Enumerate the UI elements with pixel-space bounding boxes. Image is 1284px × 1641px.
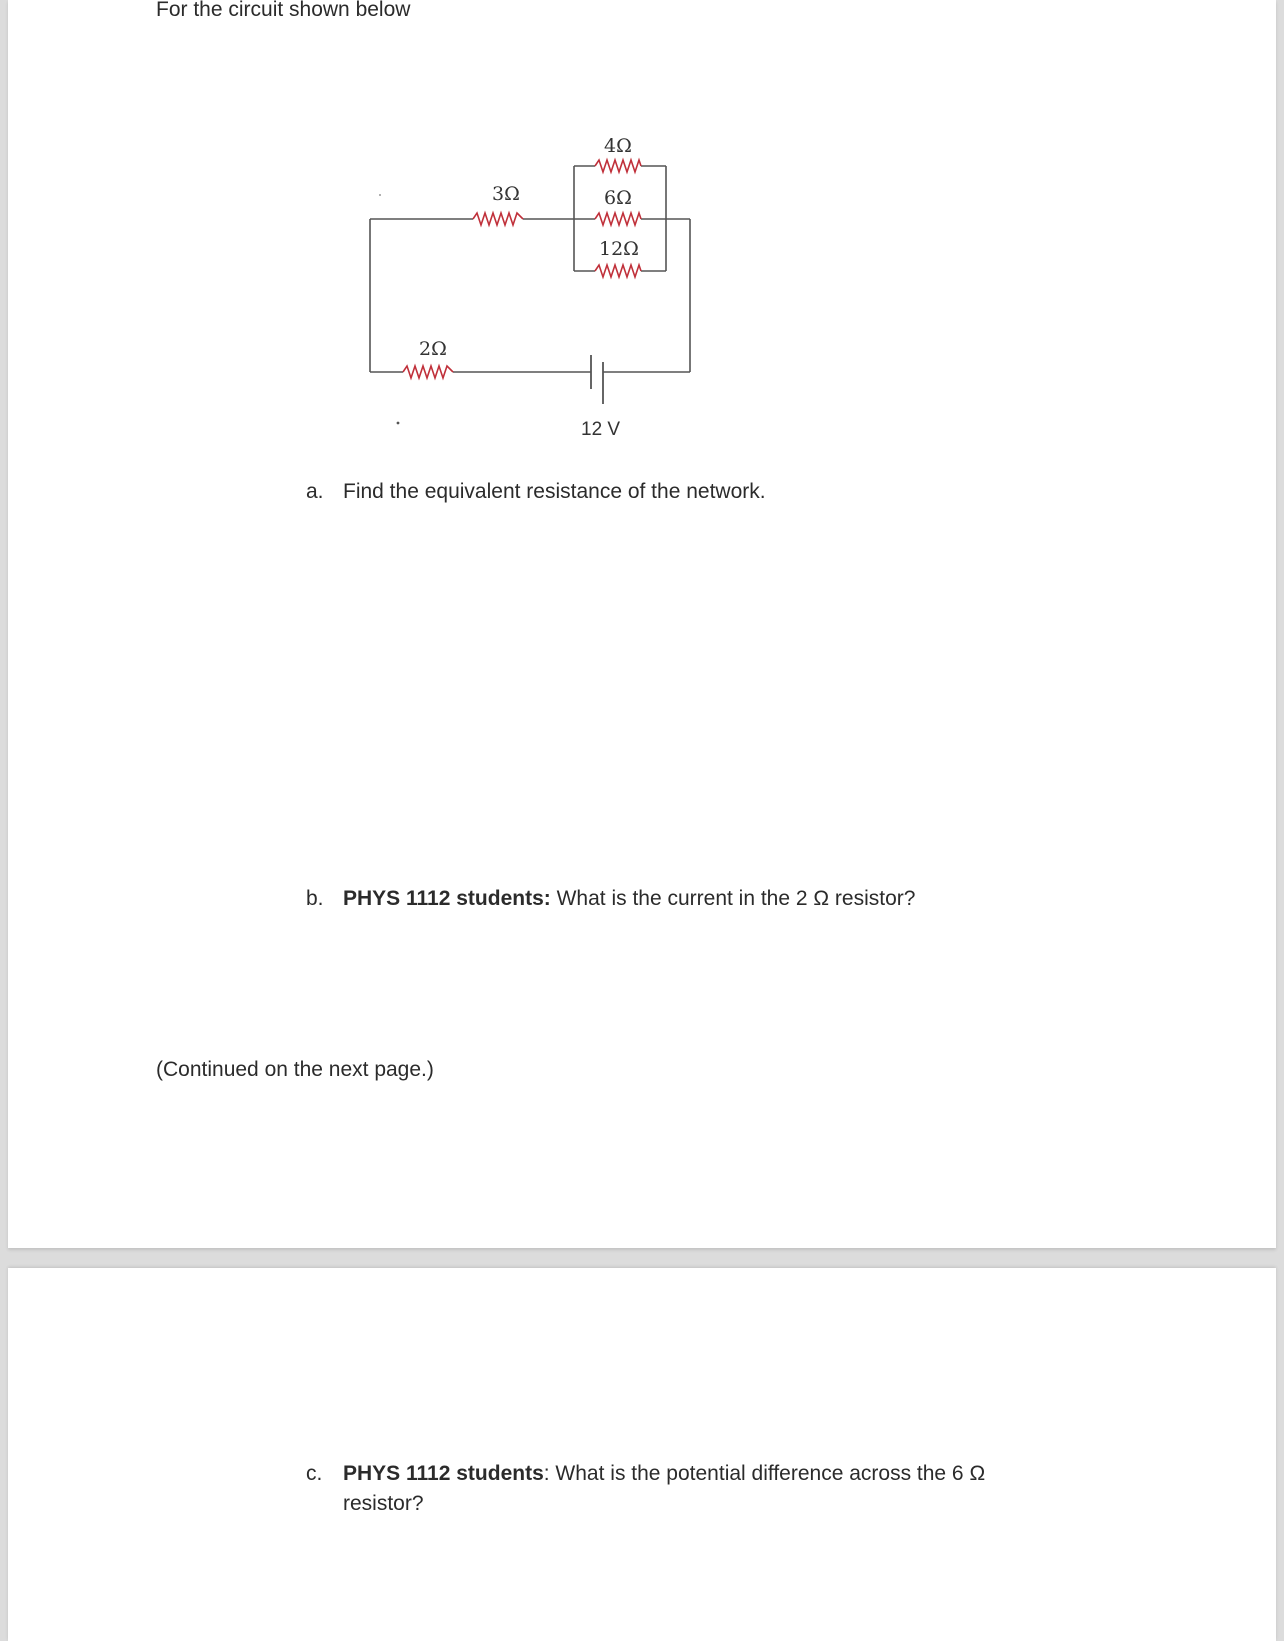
question-c-bold: PHYS 1112 students	[343, 1462, 544, 1485]
question-c	[306, 1459, 1066, 1519]
question-a-letter: a.	[306, 480, 324, 503]
question-c-letter: c.	[306, 1462, 323, 1485]
resistor-4ohm	[595, 160, 641, 172]
stray-dot-top	[379, 194, 381, 196]
label-3ohm: 3Ω	[492, 183, 520, 205]
stray-dot	[397, 422, 400, 425]
page-2	[8, 1268, 1276, 1641]
resistor-6ohm	[595, 213, 641, 225]
label-12ohm: 12Ω	[599, 238, 639, 260]
resistor-12ohm	[595, 265, 641, 277]
intro-text: For the circuit shown below	[156, 0, 411, 21]
page-1	[8, 0, 1276, 1248]
question-b-bold: PHYS 1112 students:	[343, 887, 551, 910]
resistor-2ohm	[403, 366, 453, 378]
question-a	[306, 477, 1006, 507]
question-c-text-line2: resistor?	[343, 1492, 424, 1515]
question-c-text: : What is the potential difference across the 6 Ω	[543, 1462, 986, 1485]
continued-note: (Continued on the next page.)	[156, 1058, 434, 1081]
label-4ohm: 4Ω	[604, 135, 632, 157]
circuit-diagram	[8, 0, 1276, 460]
question-a-text: Find the equivalent resistance of the network.	[343, 480, 766, 503]
label-6ohm: 6Ω	[604, 187, 632, 209]
question-b	[306, 884, 1006, 914]
label-battery: 12 V	[581, 419, 621, 440]
question-b-letter: b.	[306, 887, 324, 910]
label-2ohm: 2Ω	[419, 338, 447, 360]
resistor-3ohm	[473, 213, 523, 225]
question-b-text: What is the current in the 2 Ω resistor?	[550, 887, 916, 910]
